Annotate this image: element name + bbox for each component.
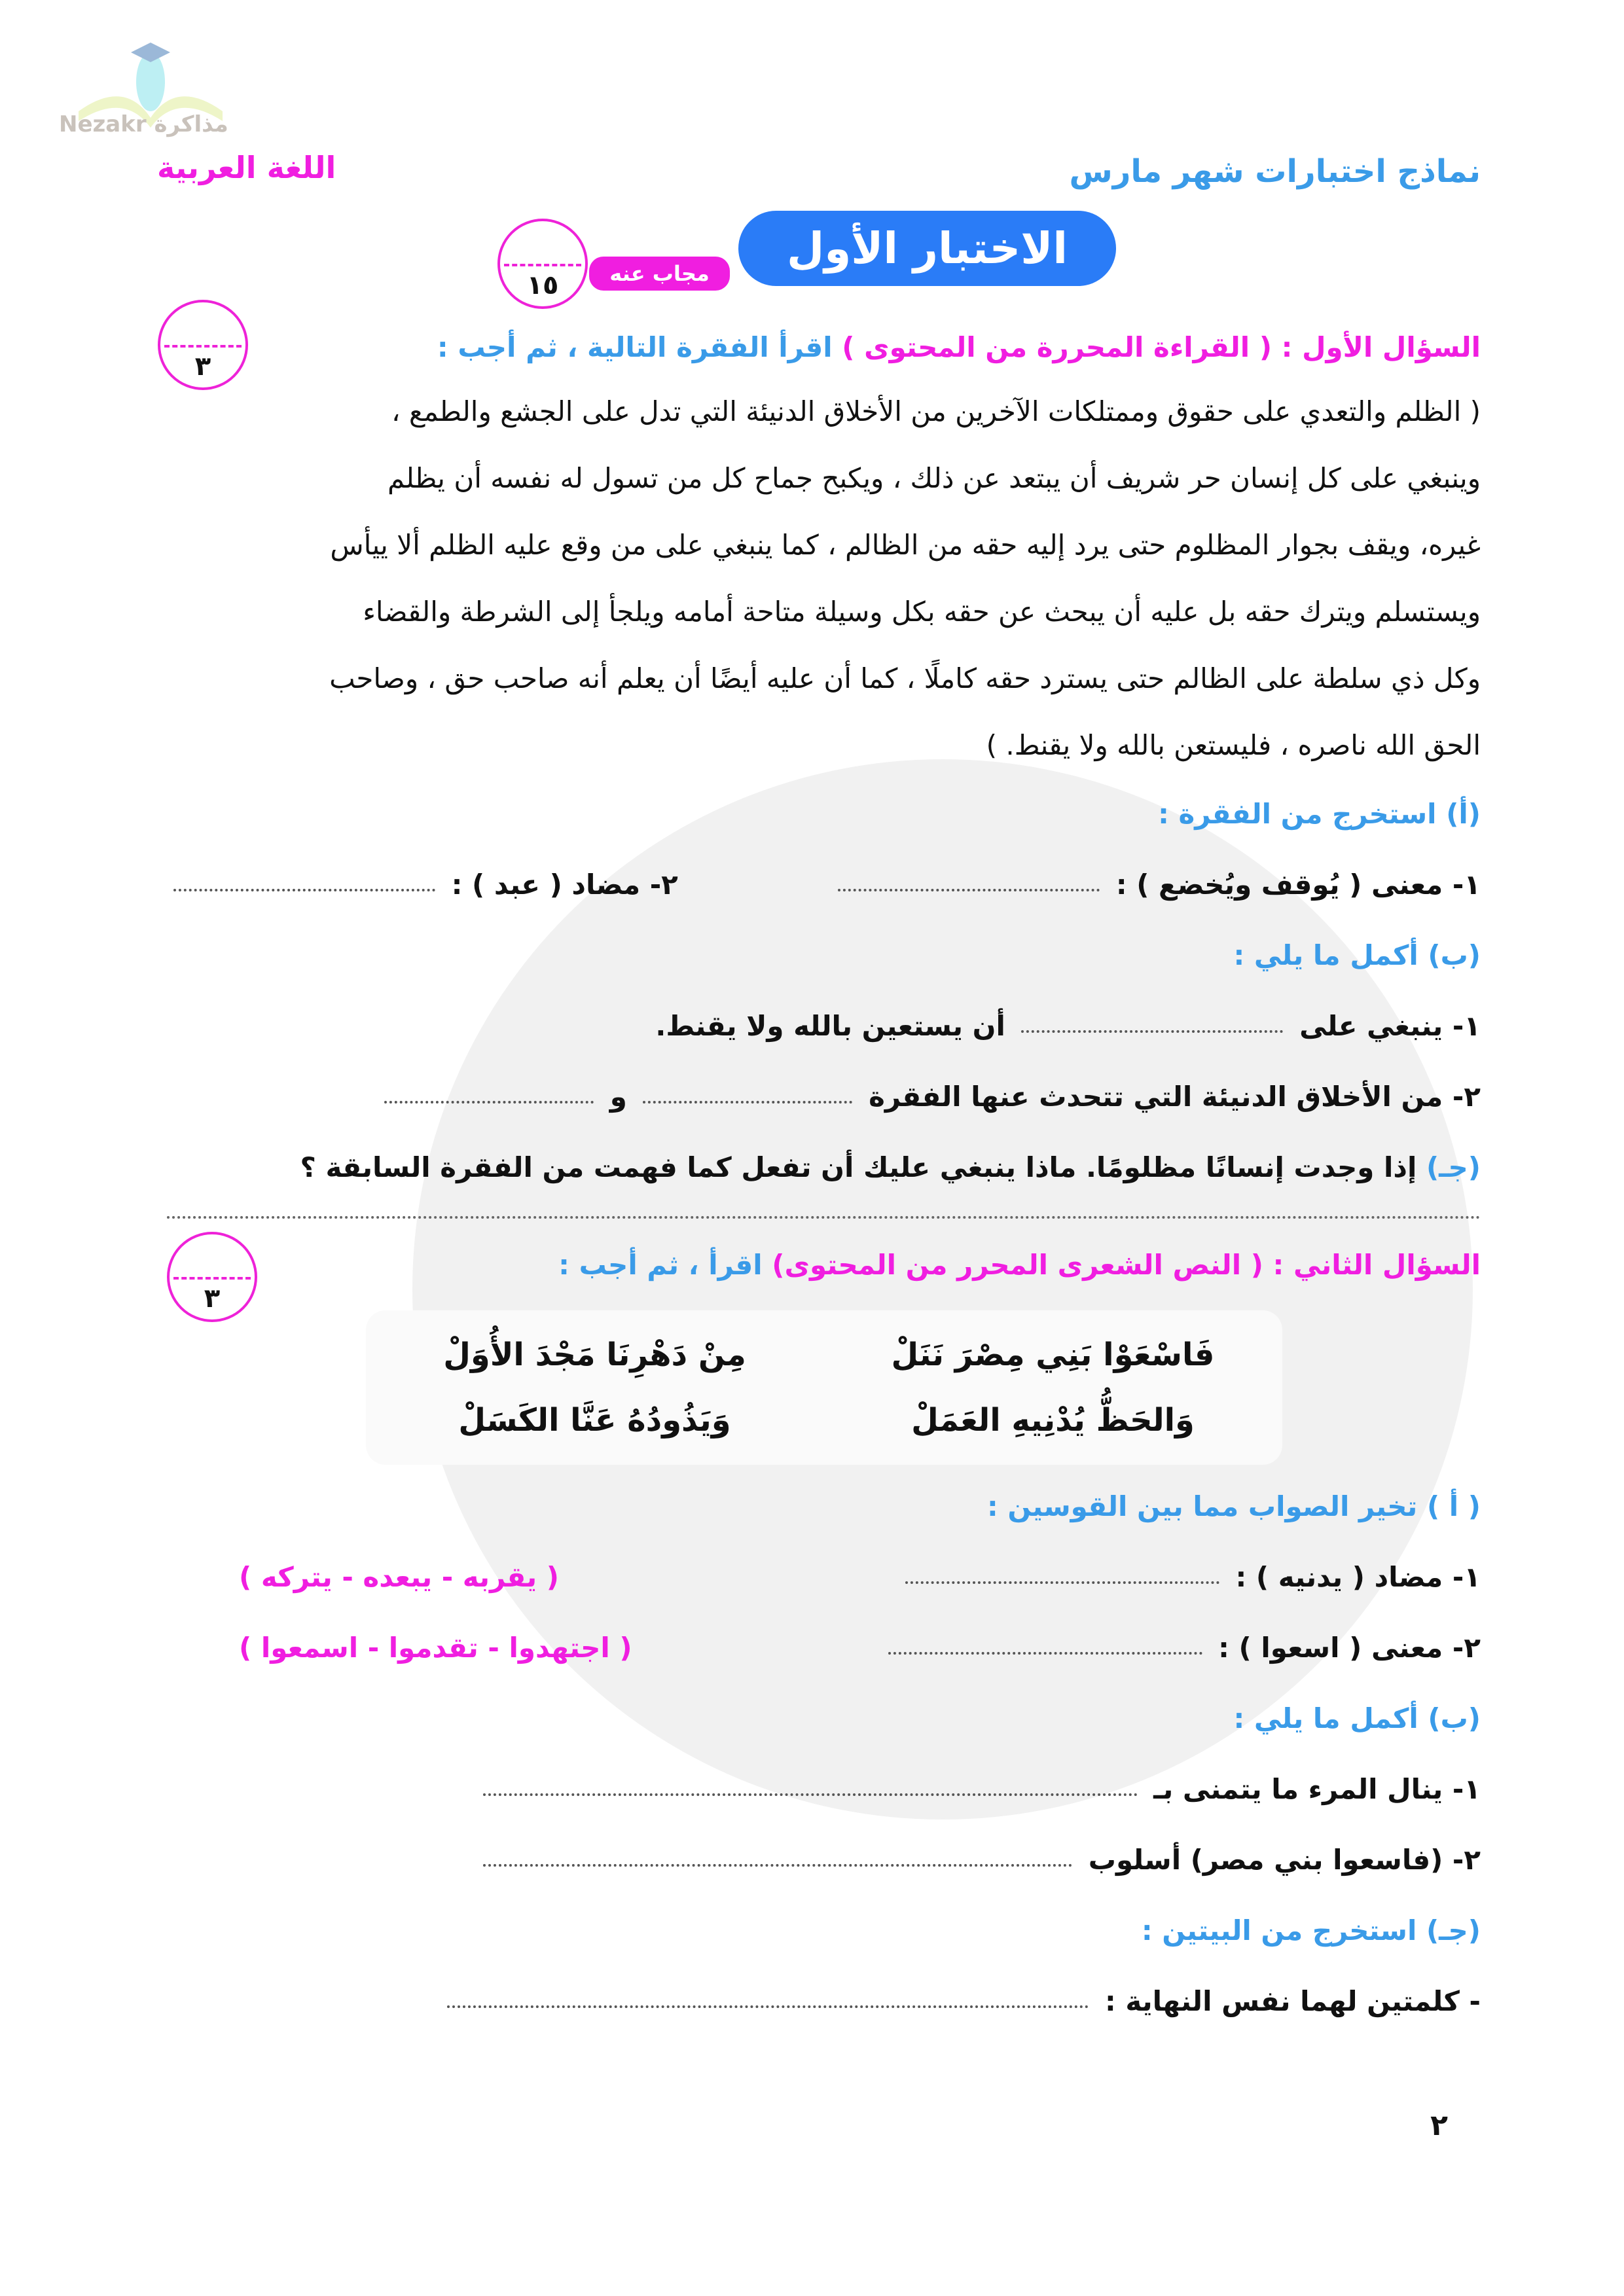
q1-part-a-heading: (أ) استخرج من الفقرة :	[1158, 798, 1481, 830]
q1-part-a-items	[167, 850, 1481, 920]
q1-b-item1-start: ١- ينبغي على	[1299, 1010, 1481, 1042]
poem-verse	[366, 1388, 1282, 1453]
q2-instruction: اقرأ ، ثم أجب :	[558, 1249, 763, 1281]
q1-part-a-item1	[831, 865, 1481, 905]
answered-badge-label: مجاب عنه	[609, 261, 710, 286]
q1-heading	[167, 317, 1481, 378]
q1-part-b-heading: (ب) أكمل ما يلي :	[1233, 939, 1481, 971]
q2-a-item1-label: ١- مضاد ( يدنيه ) :	[1235, 1561, 1481, 1593]
poem-verse-1-first: فَاسْعَوْا بَنِي مِصْرَ نَنَلْ	[891, 1336, 1215, 1373]
answer-blank[interactable]	[643, 1094, 852, 1103]
q2-part-a-heading: ( أ ) تخير الصواب مما بين القوسين :	[987, 1490, 1481, 1522]
paragraph-line: ( الظلم والتعدي على حقوق وممتلكات الآخرين من الأخلاق الدنيئة التي تدل على الجشع والطمع ،	[391, 395, 1481, 427]
q2-part-c-heading: (جـ) استخرج من البيتين :	[1141, 1914, 1481, 1946]
answer-blank[interactable]	[173, 882, 435, 891]
total-score: ١٥	[526, 270, 559, 300]
answer-blank[interactable]	[447, 1999, 1089, 2008]
q2-c-item1-label: - كلمتين لهما نفس النهاية :	[1105, 1985, 1481, 2017]
subject-label: اللغة العربية	[157, 150, 336, 185]
q2-b-item2-label: ٢- (فاسعوا بني مصر) أسلوب	[1088, 1844, 1481, 1876]
q2-heading	[167, 1219, 1481, 1314]
q2-topic: ( النص الشعرى المحرر من المحتوى)	[772, 1249, 1263, 1281]
paragraph-line: وينبغي على كل إنسان حر شريف أن يبتعد عن ذلك ، ويكبح جماح كل من تسول له نفسه أن يظلم	[388, 462, 1481, 494]
answer-blank[interactable]	[838, 882, 1100, 891]
exam-body	[167, 317, 1481, 2168]
q2-part-c-item1	[167, 1966, 1481, 2037]
q2-part-a-item2-row	[167, 1613, 1481, 1683]
answer-blank[interactable]	[483, 1787, 1138, 1796]
total-score-circle	[497, 219, 588, 309]
answer-blank[interactable]	[483, 1857, 1072, 1867]
answer-blank[interactable]	[905, 1575, 1219, 1584]
q1-label: السؤال الأول :	[1281, 331, 1481, 363]
q1-score: ٣	[194, 351, 211, 382]
q2-a-item1-choices: ( يقربه - يبعده - يتركه )	[239, 1561, 559, 1593]
page-number: ٢	[1430, 2109, 1448, 2142]
answer-blank[interactable]	[1021, 1024, 1283, 1033]
q1-part-a-item2	[167, 865, 678, 905]
exam-title-pill	[738, 211, 1116, 286]
q2-score: ٣	[204, 1283, 221, 1314]
answered-badge	[589, 257, 730, 291]
q1-b-item2-and: و	[609, 1081, 627, 1113]
poem-verse-2-first: وَالحَظُّ يُدْنِيهِ العَمَلْ	[911, 1402, 1195, 1439]
poem-verse-1-second: مِنْ دَهْرِنَا مَجْدَ الأُوَلْ	[443, 1336, 746, 1373]
paragraph-line: وكل ذي سلطة على الظالم حتى يسترد حقه كاملًا ، كما أن عليه أيضًا أن يعلم أنه صاحب حق ، وصاحب	[329, 662, 1481, 694]
q2-a-item2-label: ٢- معنى ( اسعوا ) :	[1218, 1632, 1481, 1664]
paragraph-line: غيره، ويقف بجوار المظلوم حتى يرد إليه حقه من الظالم ، كما ينبغي على من وقع عليه الظلم ألا ييأس	[330, 529, 1481, 561]
q1-c-question: إذا وجدت إنسانًا مظلومًا. ماذا ينبغي عليك أن تفعل كما فهمت من الفقرة السابقة ؟	[300, 1151, 1417, 1183]
q1-part-b-item1	[167, 991, 1481, 1062]
q1-part-b-item2	[167, 1062, 1481, 1132]
q1-a-item1-label: ١- معنى ( يُوقف ويُخضع ) :	[1115, 869, 1481, 901]
paragraph-line: ويستسلم ويترك حقه بل عليه أن يبحث عن حقه بكل وسيلة متاحة أمامه ويلجأ إلى الشرطة والقضاء	[363, 596, 1481, 628]
poem-verse-2-second: وَيَذُودُهُ عَنَّا الكَسَلْ	[458, 1402, 731, 1439]
reading-paragraph	[167, 378, 1481, 779]
q1-b-item2-start: ٢- من الأخلاق الدنيئة التي تتحدث عنها الفقرة	[869, 1081, 1481, 1113]
q1-c-label: (جـ)	[1426, 1151, 1481, 1183]
answer-blank[interactable]	[384, 1094, 594, 1103]
q2-part-b-heading: (ب) أكمل ما يلي :	[1233, 1702, 1481, 1734]
q2-label: السؤال الثاني :	[1272, 1249, 1481, 1281]
q2-part-a-item2	[882, 1628, 1481, 1668]
paragraph-line: الحق الله ناصره ، فليستعن بالله ولا يقنط. )	[986, 729, 1481, 761]
q1-part-c	[167, 1132, 1481, 1203]
q1-a-item2-label: ٢- مضاد ( عبد ) :	[451, 869, 678, 901]
q2-part-b-item2	[167, 1825, 1481, 1895]
exam-title: الاختبار الأول	[786, 223, 1068, 274]
answer-blank[interactable]	[888, 1645, 1202, 1655]
q2-b-item1-label: ١- ينال المرء ما يتمنى بـ	[1153, 1773, 1481, 1805]
q2-a-item2-choices: ( اجتهدوا - تقدموا - اسمعوا )	[239, 1632, 632, 1664]
poem-box	[366, 1310, 1282, 1465]
q2-part-a-item1-row	[167, 1542, 1481, 1613]
q1-instruction: اقرأ الفقرة التالية ، ثم أجب :	[437, 331, 833, 363]
logo-text: Nezakr مذاكرة	[59, 111, 228, 137]
q1-b-item1-end: أن يستعين بالله ولا يقنط.	[655, 1010, 1005, 1042]
poem-verse	[366, 1322, 1282, 1388]
q2-part-b-item1	[167, 1754, 1481, 1825]
q2-score-circle	[167, 1232, 257, 1322]
q2-part-a-item1	[899, 1557, 1481, 1598]
series-title: نماذج اختبارات شهر مارس	[1069, 153, 1481, 190]
q1-topic: ( القراءة المحررة من المحتوى )	[842, 331, 1272, 363]
